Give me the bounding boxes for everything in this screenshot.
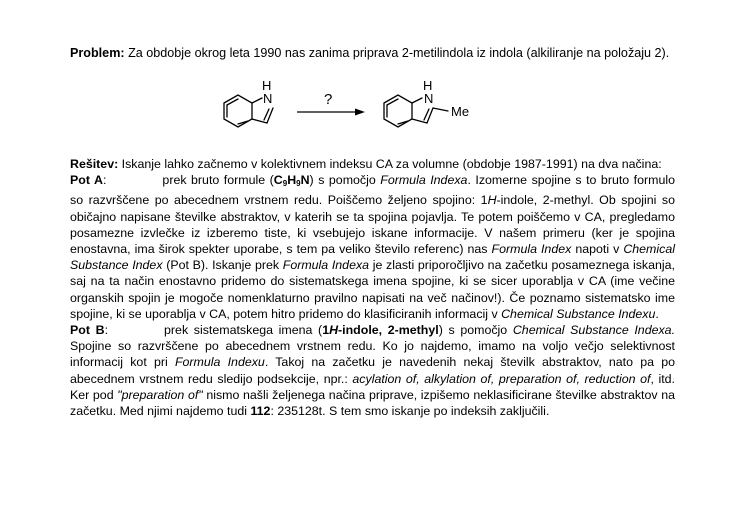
arrow-head (355, 109, 365, 116)
pot-b-label: Pot B (70, 323, 105, 338)
solution-label: Rešitev: (70, 157, 119, 171)
reaction-scheme (205, 74, 505, 156)
systematic-name: 1H-indole, 2-methyl (322, 323, 439, 338)
problem-text: Za obdobje okrog leta 1990 nas zanima priprava 2-metilindola iz indola (alkiliranje na položaju 2). (124, 46, 670, 60)
pot-b-paragraph: Pot B: prek sistematskega imena (1H-indole, 2-methyl) s pomočjo Chemical Substance Indexa. Spojine so razvrščene po abecednem vrstnem redu. Ko jo najdemo, imamo na voljo večjo selektivnost informacij kot pri Formula Indexu. Takoj na začetku je navedenih nekaj številk abstraktov, nato pa po abecednem vrstnem redu sledijo podsekcije, npr.: acylation of, alkylation of, preparation of, reduction of, itd. Ker pod "preparation of" nismo našli željenega načina priprave, izpišemo neklasificirane številke abstraktov na začetku. Med njimi najdemo tudi 112: 235128t. S tem smo iskanje po indeksih zaključili. (70, 323, 676, 419)
product-n: N (424, 91, 434, 106)
pot-a-paragraph: Pot A: prek bruto formule $(C_9H_9N)$ s pomočjo Formula Indexa. Izomerne spojine s to bruto formulo so razvrščene po abecednem vrstnem redu. Poiščemo željeno spojino: 1H-indole, 2-methyl. Ob spojini so običajno napisane številke abstraktov, v katerih se ta spojina pojavlja. Te potem poiščemo v CA, pregledamo posamezne izvlečke iz izberemo tiste, ki vsebujejo iskane informacije. V našem primeru (ker je spojina enostavna, ima širok spekter uporabe, s tem pa veliko število referenc) nas Formula Index napoti v Chemical Substance Index (Pot B). Iskanje prek Formula Indexa je zlasti priporočljivo na začetku posameznega iskanja, saj na ta način enostavno pridemo do sistematskega imena spojine, ki se sicer uporablja v CA (ime večine organskih spojin je mogoče nomenklaturno pravilno napisati na več načinov!). Če poznamo sistematsko ime spojine, ki se uporablja v CA, potem hitro pridemo do klasificiranih informacij v Chemical Substance Indexu. (70, 173, 675, 321)
reactant-n: N (263, 91, 273, 106)
formula: $C_9H_9N$ (273, 173, 310, 189)
problem-statement (70, 46, 669, 60)
solution-intro: Rešitev: Iskanje lahko začnemo v kolektivnem indeksu CA za volumne (obdobje 1987-1991) na dva načina: (70, 157, 662, 171)
arrow-question: ? (324, 91, 333, 108)
methylindole-structure (384, 95, 448, 127)
problem-label: Problem: (70, 46, 125, 60)
reactant-nh: H (262, 78, 272, 93)
solution-text (70, 156, 675, 419)
product-nh: H (423, 78, 433, 93)
product-me: Me (451, 104, 470, 119)
pot-a-label: Pot A (70, 173, 103, 188)
